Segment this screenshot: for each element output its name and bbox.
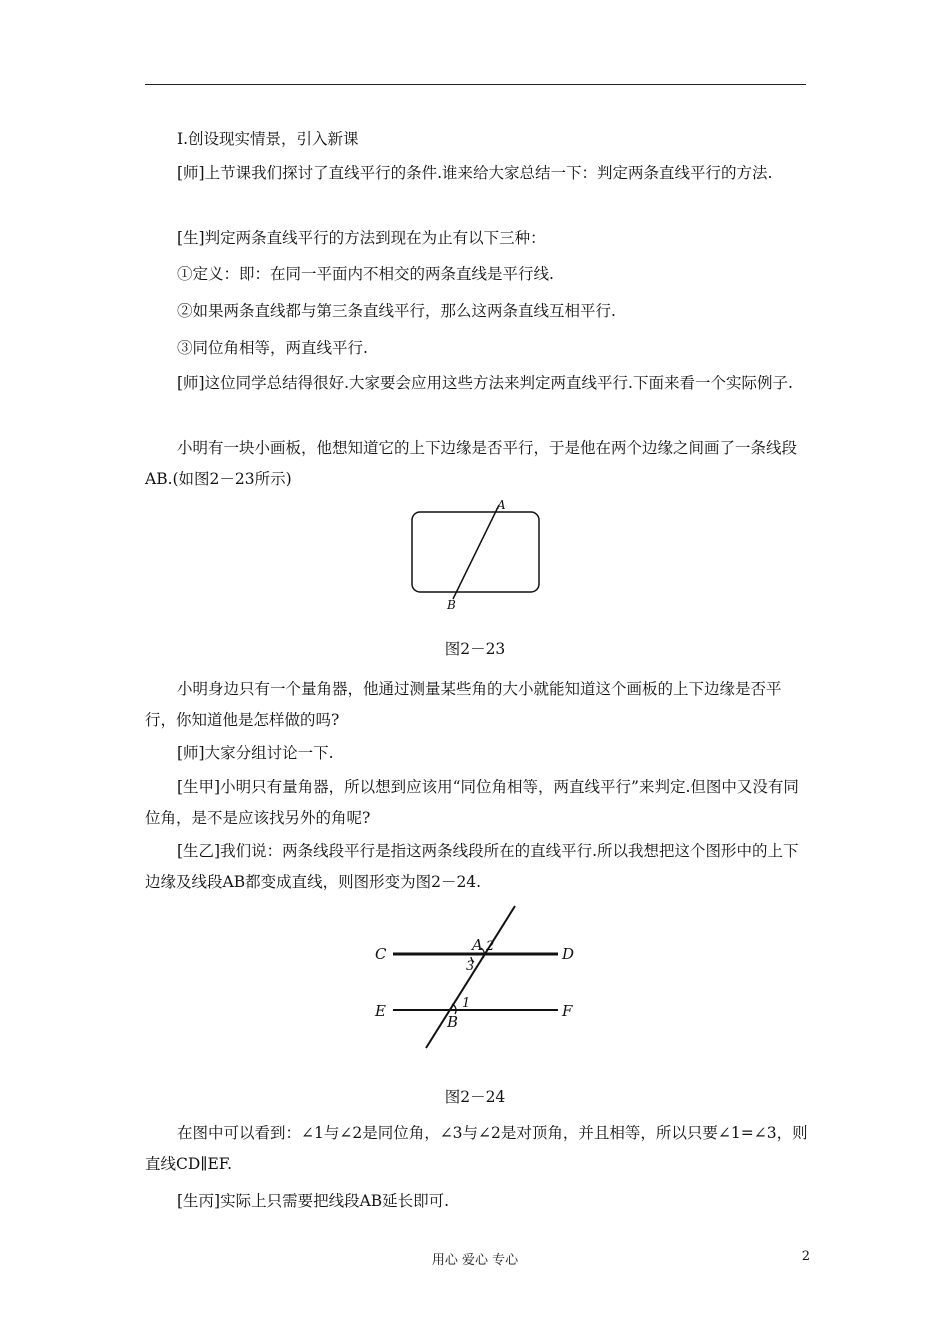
transversal-ab [426, 906, 515, 1048]
section-heading: Ⅰ.创设现实情景，引入新课 [177, 130, 359, 148]
header-rule [145, 84, 806, 85]
label-angle-2: 2 [486, 939, 495, 954]
paragraph-teacher-3: [师]大家分组讨论一下. [177, 744, 334, 762]
label-b: B [447, 1013, 459, 1031]
segment-ab [453, 505, 499, 599]
paragraph-student-yi: [生乙]我们说：两条线段平行是指这两条线段所在的直线平行.所以我想把这个图形中的上下边缘及线段AB都变成直线，则图形变为图2－24. [145, 842, 799, 891]
paragraph-student-bing: [生丙]实际上只需要把线段AB延长即可. [177, 1192, 450, 1210]
list-item-3: ③同位角相等，两直线平行. [177, 339, 368, 357]
paragraph-teacher-2: [师]这位同学总结得很好.大家要会应用这些方法来判定两直线平行.下面来看一个实际例子. [177, 374, 793, 392]
list-item-1: ①定义：即：在同一平面内不相交的两条直线是平行线. [177, 265, 554, 283]
figure-caption-2-23: 图2－23 [444, 640, 506, 658]
label-a: A [472, 936, 483, 954]
label-f: F [562, 1002, 573, 1020]
list-item-2: ②如果两条直线都与第三条直线平行，那么这两条直线互相平行. [177, 302, 616, 320]
paragraph-teacher-1: [师]上节课我们探讨了直线平行的条件.谁来给大家总结一下：判定两条直线平行的方法. [177, 164, 773, 182]
label-angle-1: 1 [462, 996, 471, 1011]
label-angle-3: 3 [466, 959, 475, 974]
figure-caption-2-24: 图2－24 [444, 1088, 506, 1106]
label-d: D [562, 945, 575, 963]
label-a: A [497, 498, 506, 512]
paragraph-conclusion: 在图中可以看到：∠1与∠2是同位角，∠3与∠2是对顶角，并且相等，所以只要∠1=∠3，则直线CD∥EF. [145, 1124, 808, 1173]
paragraph-question: 小明身边只有一个量角器，他通过测量某些角的大小就能知道这个画板的上下边缘是否平行，你知道他是怎样做的吗? [145, 680, 782, 729]
paragraph-example: 小明有一块小画板，他想知道它的上下边缘是否平行，于是他在两个边缘之间画了一条线段AB.(如图2－23所示) [145, 439, 798, 488]
label-e: E [375, 1002, 386, 1020]
paragraph-student-jia: [生甲]小明只有量角器，所以想到应该用“同位角相等，两直线平行”来判定.但图中又没有同位角，是不是应该找另外的角呢? [145, 778, 799, 827]
label-b: B [447, 598, 456, 612]
footer-motto: 用心 爱心 专心 [431, 1253, 519, 1268]
label-c: C [375, 945, 387, 963]
page-number: 2 [801, 1249, 810, 1264]
paragraph-student-1: [生]判定两条直线平行的方法到现在为止有以下三种： [177, 229, 546, 247]
figure-2-24 [365, 900, 585, 1055]
figure-2-23 [405, 495, 550, 615]
